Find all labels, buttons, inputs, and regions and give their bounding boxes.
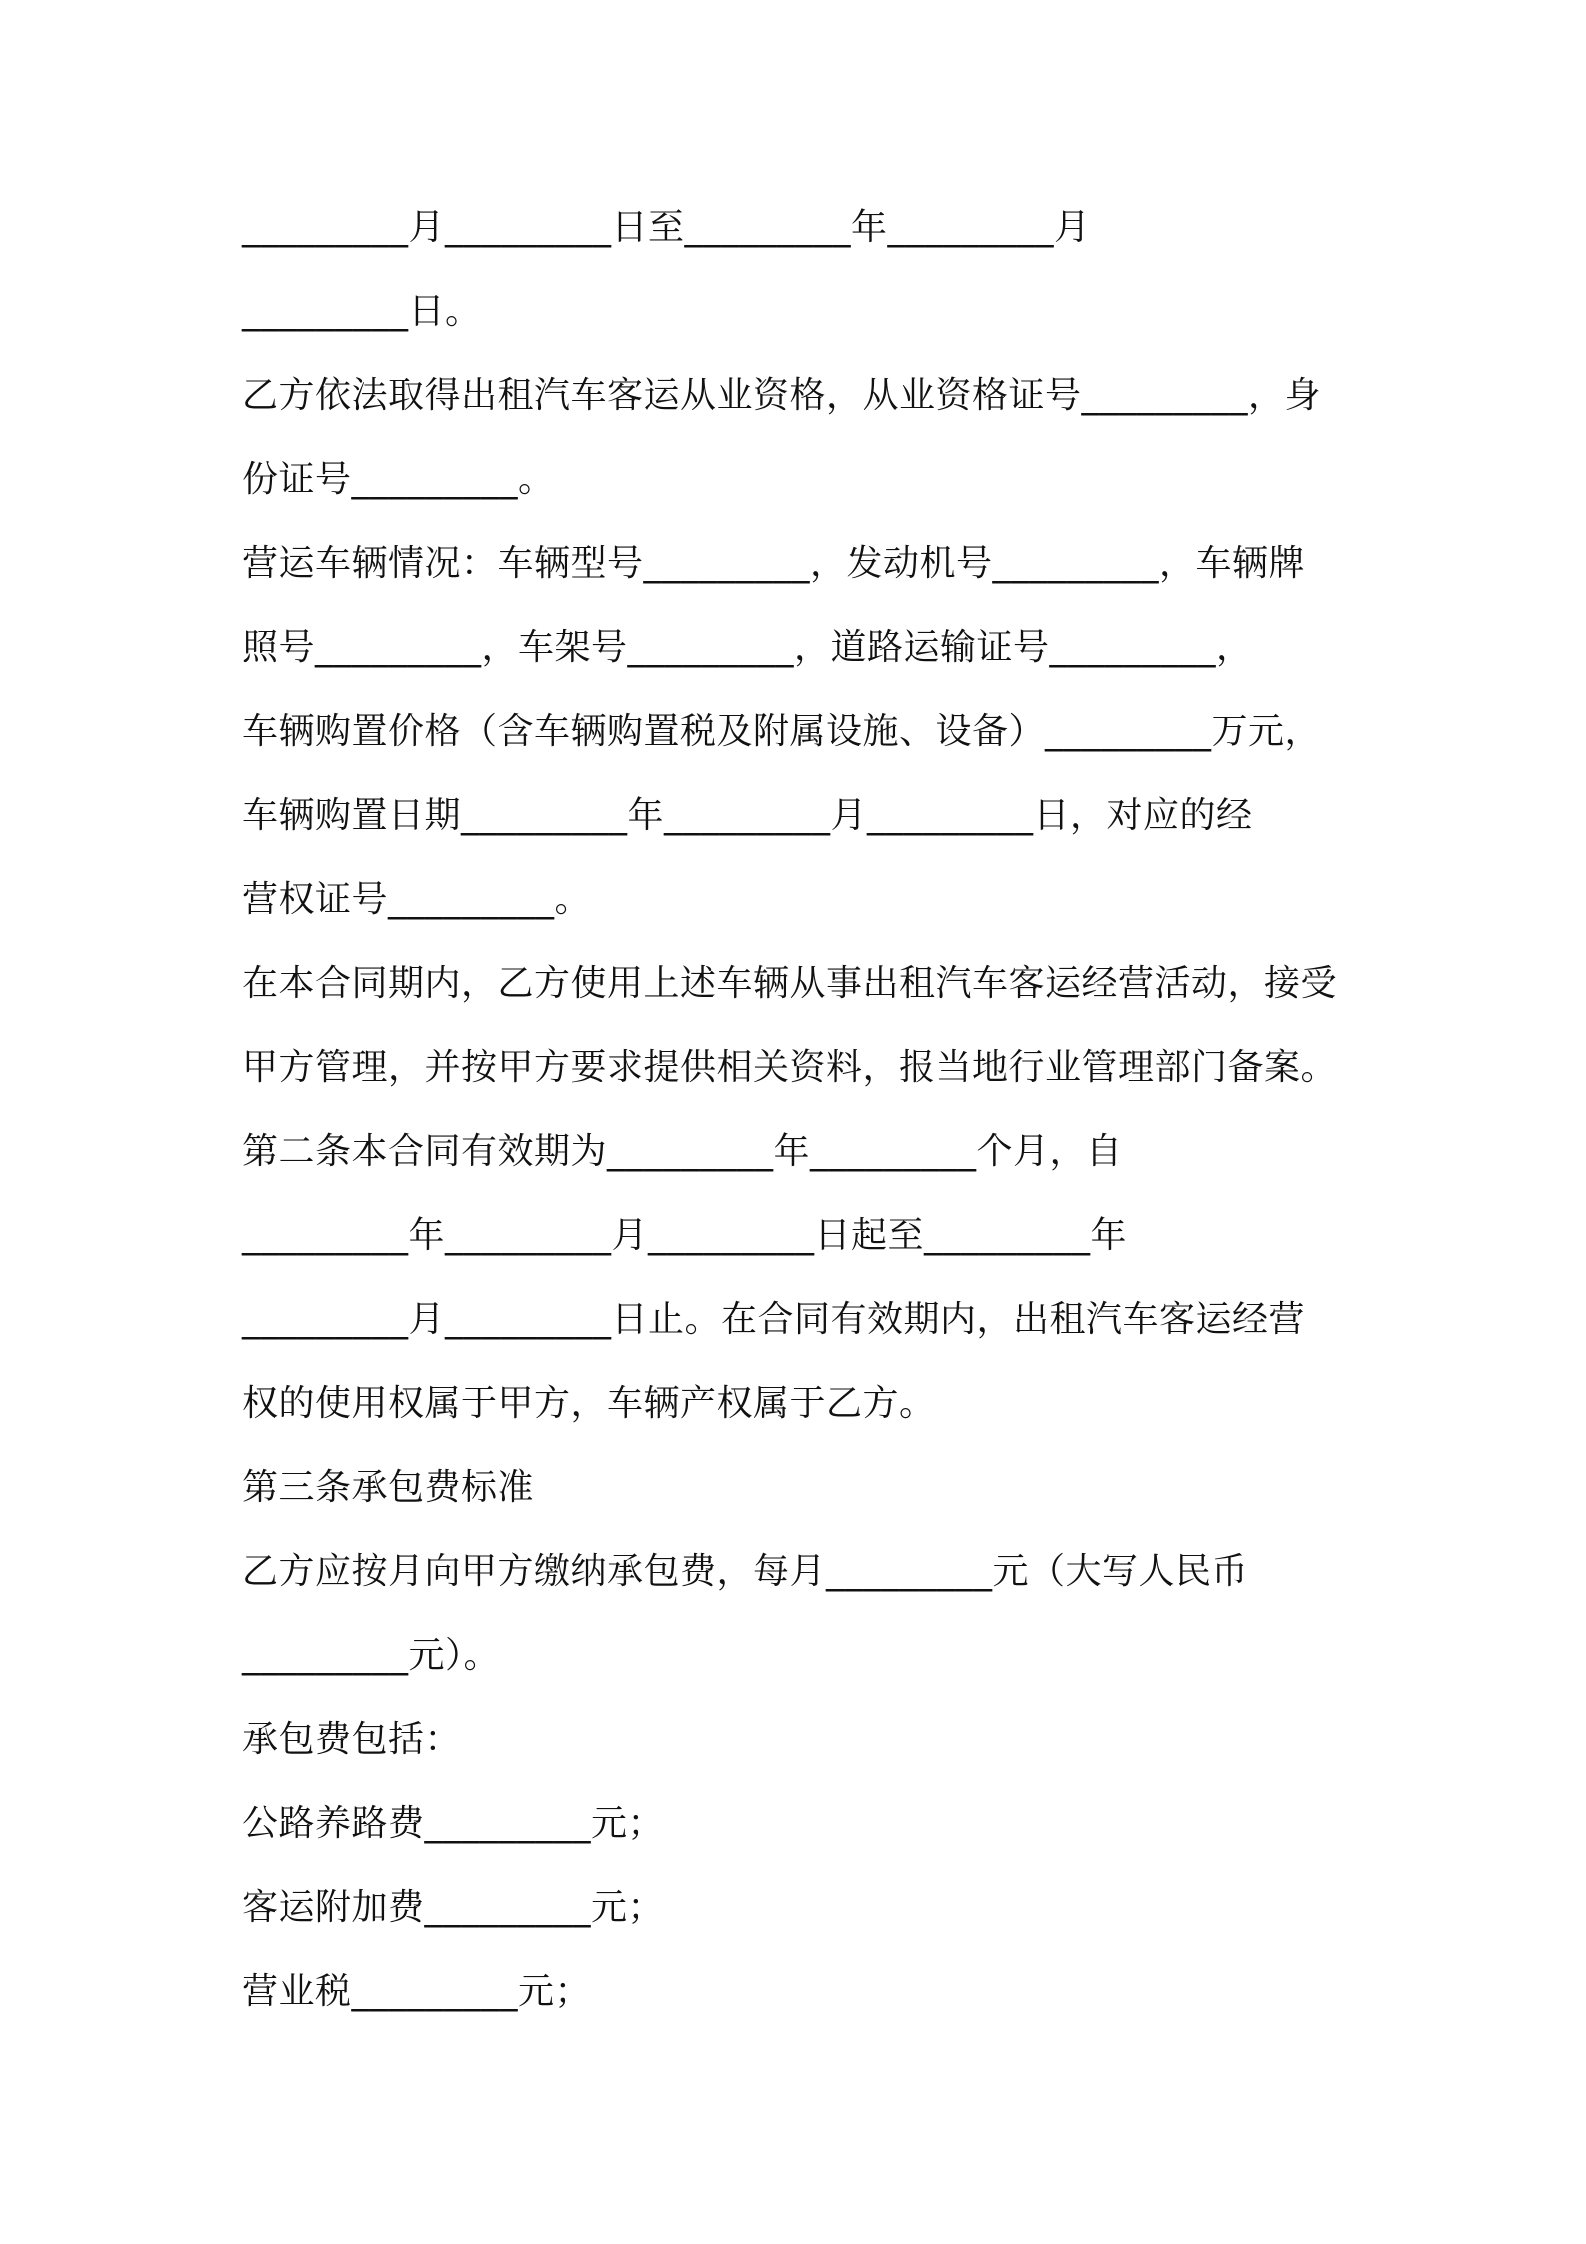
contract-term-line-1: _________月_________日至_________年_________月 — [242, 207, 1091, 248]
vehicle-info-line-1: 营运车辆情况：车辆型号_________，发动机号_________，车辆牌 — [242, 543, 1306, 584]
vehicle-info-line-2: 照号_________，车架号_________，道路运输证号_________， — [242, 627, 1253, 668]
contract-fee-line-2: _________元）。 — [242, 1635, 501, 1676]
qualification-line-2: 份证号_________。 — [242, 459, 555, 500]
qualification-line-1: 乙方依法取得出租汽车客运从业资格，从业资格证号_________，身 — [242, 375, 1322, 416]
contract-period-line-2: 甲方管理，并按甲方要求提供相关资料，报当地行业管理部门备案。 — [242, 1047, 1338, 1088]
article-two-line-2: _________年_________月_________日起至_________年 — [242, 1215, 1128, 1256]
contract-term-line-2: _________日。 — [242, 291, 482, 332]
road-maintenance-fee-line: 公路养路费_________元； — [242, 1803, 665, 1844]
article-three-heading: 第三条承包费标准 — [242, 1467, 535, 1508]
article-two-line-3: _________月_________日止。在合同有效期内，出租汽车客运经营 — [242, 1299, 1306, 1340]
passenger-surcharge-line: 客运附加费_________元； — [242, 1887, 665, 1928]
article-two-line-4: 权的使用权属于甲方，车辆产权属于乙方。 — [242, 1383, 936, 1424]
contract-period-line-1: 在本合同期内，乙方使用上述车辆从事出租汽车客运经营活动，接受 — [242, 963, 1338, 1004]
article-two-line-1: 第二条本合同有效期为_________年_________个月，自 — [242, 1131, 1123, 1172]
vehicle-date-line: 车辆购置日期_________年_________月_________日，对应的经 — [242, 795, 1253, 836]
business-tax-line: 营业税_________元； — [242, 1971, 592, 2012]
operating-right-line: 营权证号_________。 — [242, 879, 592, 920]
contract-fee-line-1: 乙方应按月向甲方缴纳承包费，每月_________元（大写人民币 — [242, 1551, 1249, 1592]
fee-includes-label: 承包费包括： — [242, 1719, 462, 1760]
vehicle-price-line: 车辆购置价格（含车辆购置税及附属设施、设备）_________万元， — [242, 711, 1322, 752]
